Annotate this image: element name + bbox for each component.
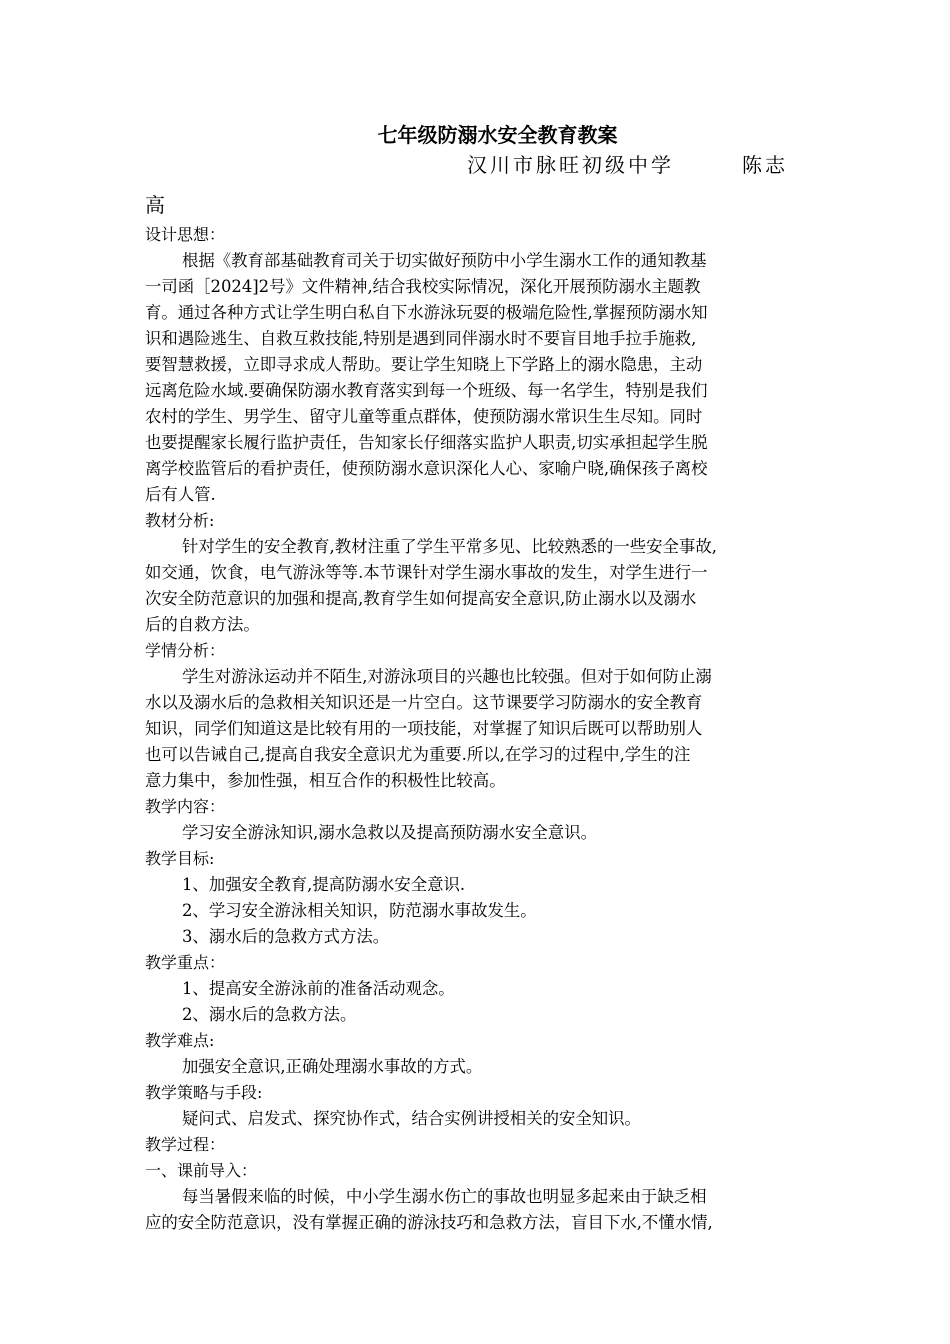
section-heading: 教学目标:	[145, 849, 215, 868]
paragraph-line: 远离危险水域.要确保防溺水教育落实到每一个班级、每一名学生，特别是我们	[145, 381, 708, 400]
paragraph-line: 意力集中，参加性强，相互合作的积极性比较高。	[145, 771, 506, 790]
paragraph-line: 2、学习安全游泳相关知识，防范溺水事故发生。	[182, 901, 537, 920]
paragraph-line: 后的自救方法。	[145, 615, 260, 634]
section-heading: 教学重点：	[145, 953, 226, 972]
paragraph-line: 应的安全防范意识，没有掌握正确的游泳技巧和急救方法，盲目下水,不懂水情,	[145, 1213, 713, 1232]
section-heading: 教材分析:	[145, 511, 215, 530]
paragraph-line: 也要提醒家长履行监护责任，告知家长仔细落实监护人职责,切实承担起学生脱	[145, 433, 708, 452]
paragraph-line: 农村的学生、男学生、留守儿童等重点群体，使预防溺水常识生生尽知。同时	[145, 407, 703, 426]
paragraph-line: 水以及溺水后的急救相关知识还是一片空白。这节课要学习防溺水的安全教育	[145, 693, 703, 712]
paragraph-line: 疑问式、启发式、探究协作式，结合实例讲授相关的安全知识。	[182, 1109, 641, 1128]
paragraph-line: 3、溺水后的急救方式方法。	[182, 927, 390, 946]
paragraph-line: 针对学生的安全教育,教材注重了学生平常多见、比较熟悉的一些安全事故,	[182, 537, 717, 556]
paragraph-line: 1、加强安全教育,提高防溺水安全意识.	[182, 875, 466, 894]
paragraph-line: 每当暑假来临的时候，中小学生溺水伤亡的事故也明显多起来由于缺乏相	[182, 1187, 707, 1206]
author-name-part1: 陈志	[742, 153, 788, 177]
paragraph-line: 根据《教育部基础教育司关于切实做好预防中小学生溺水工作的通知教基	[182, 251, 707, 270]
paragraph-line: 1、提高安全游泳前的准备活动观念。	[182, 979, 455, 998]
paragraph-line: 2、溺水后的急救方法。	[182, 1005, 357, 1024]
document-body	[145, 222, 810, 1236]
paragraph-line: 知识，同学们知道这是比较有用的一项技能，对掌握了知识后既可以帮助别人	[145, 719, 703, 738]
document-page	[145, 120, 810, 1236]
paragraph-line: 加强安全意识,正确处理溺水事故的方式。	[182, 1057, 483, 1076]
section-heading: 学情分析：	[145, 641, 226, 660]
paragraph-line: 育。通过各种方式让学生明白私自下水游泳玩耍的极端危险性,掌握预防溺水知	[145, 303, 708, 322]
author-name-part2: 高	[145, 193, 165, 217]
section-heading: 教学过程：	[145, 1135, 226, 1154]
paragraph-line: 也可以告诫自己,提高自我安全意识尤为重要.所以,在学习的过程中,学生的注	[145, 745, 691, 764]
paragraph-line: 识和遇险逃生、自救互救技能,特别是遇到同伴溺水时不要盲目地手拉手施救,	[145, 329, 697, 348]
author-line	[467, 150, 810, 180]
section-heading: 教学难点:	[145, 1031, 215, 1050]
paragraph-line: 一司函［2024]2号》文件精神,结合我校实际情况，深化开展预防溺水主题教	[145, 277, 701, 296]
document-title: 七年级防溺水安全教育教案	[377, 123, 618, 147]
paragraph-line: 要智慧救援，立即寻求成人帮助。要让学生知晓上下学路上的溺水隐患，主动	[145, 355, 703, 374]
paragraph-line: 学生对游泳运动并不陌生,对游泳项目的兴趣也比较强。但对于如何防止溺	[182, 667, 712, 686]
paragraph-line: 离学校监管后的看护责任，使预防溺水意识深化人心、家喻户晓,确保孩子离校	[145, 459, 708, 478]
section-heading: 教学内容：	[145, 797, 226, 816]
paragraph-line: 后有人管.	[145, 485, 216, 504]
paragraph-line: 学习安全游泳知识,溺水急救以及提高预防溺水安全意识。	[182, 823, 597, 842]
paragraph-line: 如交通，饮食，电气游泳等等.本节课针对学生溺水事故的发生，对学生进行一	[145, 563, 708, 582]
section-heading: 教学策略与手段:	[145, 1083, 263, 1102]
school-name: 汉川市脉旺初级中学	[467, 153, 674, 177]
section-heading: 一、课前导入：	[145, 1161, 258, 1180]
section-heading: 设计思想：	[145, 225, 226, 244]
paragraph-line: 次安全防范意识的加强和提高,教育学生如何提高安全意识,防止溺水以及溺水	[145, 589, 697, 608]
